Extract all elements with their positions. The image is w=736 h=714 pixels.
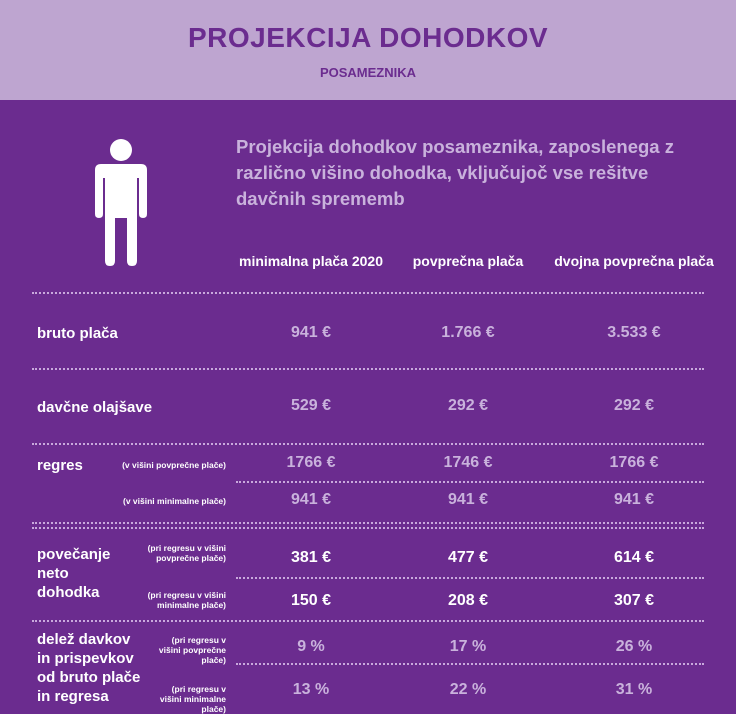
value-holiday-min-double: 941 € [613, 491, 655, 508]
page-subtitle: POSAMEZNIKA [319, 65, 417, 80]
value-share-min-minimal: 13 % [292, 681, 330, 698]
divider [32, 292, 704, 294]
value-net-avg-average: 477 € [447, 549, 489, 566]
value-holiday-avg-double: 1766 € [609, 454, 659, 471]
value-net-min-double: 307 € [613, 592, 655, 609]
column-header-average: povprečna plača [412, 253, 524, 269]
value-net-min-minimal: 150 € [290, 592, 332, 609]
row-label-tax-share: delež davkov in prispevkov od bruto plače in regresa [37, 631, 141, 705]
divider [236, 481, 704, 483]
value-gross-minimal: 941 € [290, 324, 332, 341]
value-share-avg-average: 17 % [449, 638, 487, 655]
value-holiday-avg-average: 1746 € [443, 454, 493, 471]
value-share-min-average: 22 % [449, 681, 487, 698]
row-sublabel: (pri regresu v višini povprečne plače) [147, 543, 226, 563]
divider [32, 522, 704, 524]
value-share-min-double: 31 % [615, 681, 653, 698]
row-sublabel: (pri regresu v višini minimalne plače) [147, 590, 226, 610]
row-label-gross-salary: bruto plača [37, 325, 118, 342]
value-net-avg-double: 614 € [613, 549, 655, 566]
value-gross-double: 3.533 € [607, 324, 661, 341]
value-holiday-min-average: 941 € [447, 491, 489, 508]
page-title: PROJEKCIJA DOHODKOV [187, 22, 549, 53]
person-icon [95, 138, 147, 266]
value-holiday-min-minimal: 941 € [290, 491, 332, 508]
divider [236, 577, 704, 579]
row-label-net-income-increase: povečanje neto dohodka [37, 546, 111, 601]
divider [32, 368, 704, 370]
divider [32, 443, 704, 445]
value-net-min-average: 208 € [447, 592, 489, 609]
row-label-tax-relief: davčne olajšave [37, 399, 153, 416]
column-header-double: dvojna povprečna plača [554, 253, 714, 269]
row-label-holiday-pay: regres [37, 457, 83, 474]
value-net-avg-minimal: 381 € [290, 549, 332, 566]
row-sublabel: (pri regresu v višini minimalne plače) [159, 684, 226, 714]
value-share-avg-minimal: 9 % [297, 638, 325, 655]
row-sublabel: (v višini povprečne plače) [122, 460, 226, 470]
column-header-minimal: minimalna plača 2020 [239, 253, 383, 269]
header-banner [0, 0, 736, 100]
value-holiday-avg-minimal: 1766 € [286, 454, 336, 471]
row-sublabel: (v višini minimalne plače) [123, 496, 226, 506]
intro-text: Projekcija dohodkov posameznika, zaposlenega z različno višino dohodka, vključujoč vse rešitve davčnih sprememb [236, 136, 674, 209]
value-relief-average: 292 € [447, 397, 489, 414]
value-gross-average: 1.766 € [441, 324, 495, 341]
divider [32, 620, 704, 622]
divider [236, 663, 704, 665]
divider [32, 527, 704, 529]
row-sublabel: (pri regresu v višini povprečne plače) [158, 635, 226, 665]
value-relief-minimal: 529 € [290, 397, 332, 414]
value-relief-double: 292 € [613, 397, 655, 414]
value-share-avg-double: 26 % [615, 638, 653, 655]
